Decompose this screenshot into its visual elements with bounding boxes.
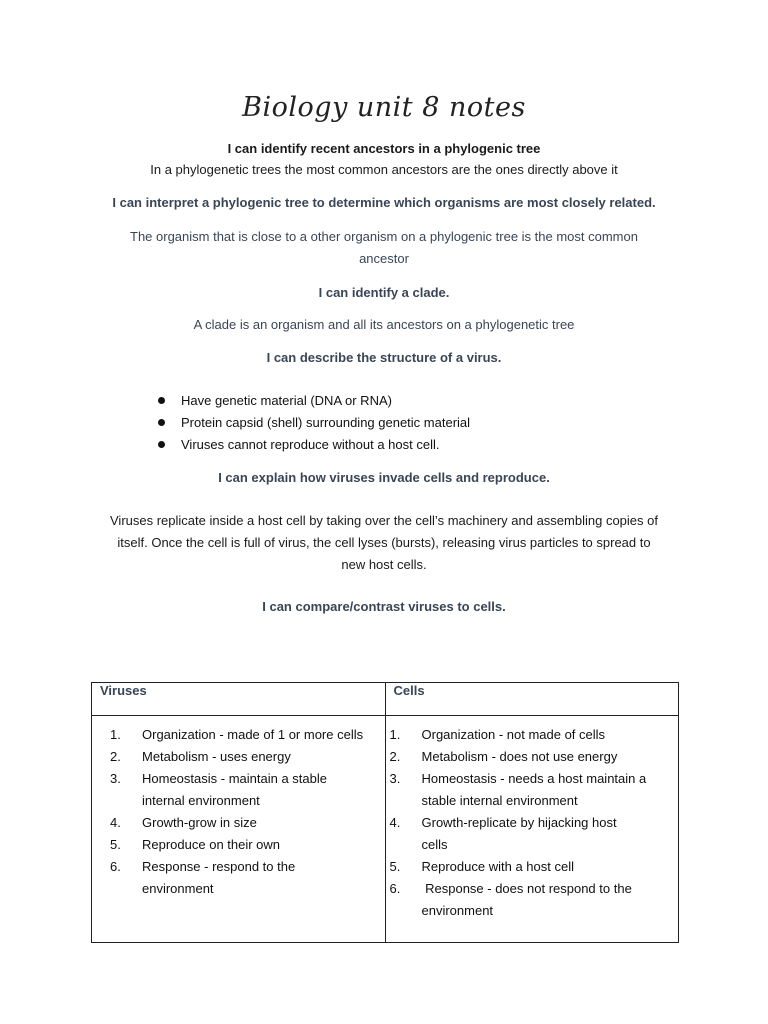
- virus-structure-list: [156, 390, 470, 456]
- list-number: 6.: [389, 881, 401, 896]
- list-number: 5.: [110, 837, 121, 852]
- list-number: 1.: [389, 727, 401, 742]
- cells-cell: [385, 716, 679, 943]
- section-body-clade: A clade is an organism and all its ancestors on a phylogenetic tree: [193, 317, 575, 332]
- section-body-interpret-line: The organism that is close to a other organism on a phylogenic tree is the most common: [130, 229, 638, 244]
- section-body-invade: [84, 510, 684, 576]
- list-item: [378, 724, 673, 746]
- list-item: [378, 768, 673, 812]
- list-number: 5.: [389, 859, 401, 874]
- list-number: 6.: [110, 859, 121, 874]
- list-item-text: Viruses cannot reproduce without a host cell.: [181, 437, 440, 452]
- list-item-text: Response - does not respond to the: [421, 881, 632, 896]
- section-heading-virus-structure: I can describe the structure of a virus.: [266, 350, 502, 365]
- list-item: [378, 812, 673, 856]
- list-item-text: Growth-grow in size: [142, 815, 257, 830]
- column-header-viruses: Viruses: [92, 683, 386, 716]
- page-title: Biology unit 8 notes: [242, 92, 526, 123]
- list-number: 4.: [110, 815, 121, 830]
- list-item-text: environment: [421, 903, 494, 918]
- list-item-text: Response - respond to the: [142, 859, 296, 874]
- list-item-text: Metabolism - does not use energy: [421, 749, 618, 764]
- viruses-cell: [92, 716, 386, 943]
- list-number: 4.: [389, 815, 401, 830]
- bullet-icon: [158, 441, 165, 448]
- section-body-invade-line: itself. Once the cell is full of virus, the cell lyses (bursts), releasing virus particles to spread to: [117, 535, 651, 550]
- section-body-invade-line: Viruses replicate inside a host cell by taking over the cell’s machinery and assembling copies of: [110, 513, 658, 528]
- viruses-list: [98, 724, 379, 900]
- list-item: [98, 768, 379, 812]
- section-heading-clade: I can identify a clade.: [318, 285, 450, 300]
- list-item-text: Growth-replicate by hijacking host: [421, 815, 617, 830]
- list-item-text: Protein capsid (shell) surrounding genetic material: [181, 415, 471, 430]
- section-heading-compare: I can compare/contrast viruses to cells.: [262, 599, 506, 614]
- list-item-text: Metabolism - uses energy: [142, 749, 291, 764]
- list-item: [378, 856, 673, 878]
- list-number: 3.: [389, 771, 401, 786]
- list-item-text: Organization - made of 1 or more cells: [142, 727, 364, 742]
- list-item: [156, 434, 470, 456]
- bullet-icon: [158, 419, 165, 426]
- list-item-text: Reproduce with a host cell: [421, 859, 574, 874]
- list-item: [98, 856, 379, 900]
- list-item-text: Homeostasis - maintain a stable: [142, 771, 327, 786]
- list-number: 2.: [389, 749, 401, 764]
- section-heading-invade: I can explain how viruses invade cells and reproduce.: [218, 470, 550, 485]
- list-number: 2.: [110, 749, 121, 764]
- list-item-text: Homeostasis - needs a host maintain a: [421, 771, 647, 786]
- list-item: [378, 878, 673, 922]
- list-item: [98, 834, 379, 856]
- table-header-row: [92, 683, 679, 716]
- list-number: 1.: [110, 727, 121, 742]
- list-item-text: stable internal environment: [421, 793, 578, 808]
- section-heading-interpret: I can interpret a phylogenic tree to determine which organisms are most closely related.: [112, 195, 656, 210]
- list-item-text: Organization - not made of cells: [421, 727, 606, 742]
- list-item: [98, 724, 379, 746]
- section-body-interpret-line: ancestor: [359, 251, 409, 266]
- list-item: [378, 746, 673, 768]
- list-item-text: internal environment: [142, 793, 260, 808]
- list-item: [98, 746, 379, 768]
- list-item: [156, 412, 470, 434]
- list-item-text: cells: [421, 837, 448, 852]
- list-number: 3.: [110, 771, 121, 786]
- list-item: [98, 812, 379, 834]
- section-body-invade-line: new host cells.: [341, 557, 427, 572]
- list-item: [156, 390, 470, 412]
- table-row: [92, 716, 679, 943]
- section-body-ancestors: In a phylogenetic trees the most common ancestors are the ones directly above it: [150, 162, 618, 177]
- compare-table: [91, 682, 679, 943]
- list-item-text: Have genetic material (DNA or RNA): [181, 393, 392, 408]
- list-item-text: Reproduce on their own: [142, 837, 281, 852]
- cells-list: [378, 724, 673, 922]
- bullet-icon: [158, 397, 165, 404]
- list-item-text: environment: [142, 881, 214, 896]
- column-header-cells: Cells: [385, 683, 679, 716]
- section-heading-ancestors: I can identify recent ancestors in a phylogenic tree: [227, 141, 541, 156]
- section-body-interpret: [84, 226, 684, 270]
